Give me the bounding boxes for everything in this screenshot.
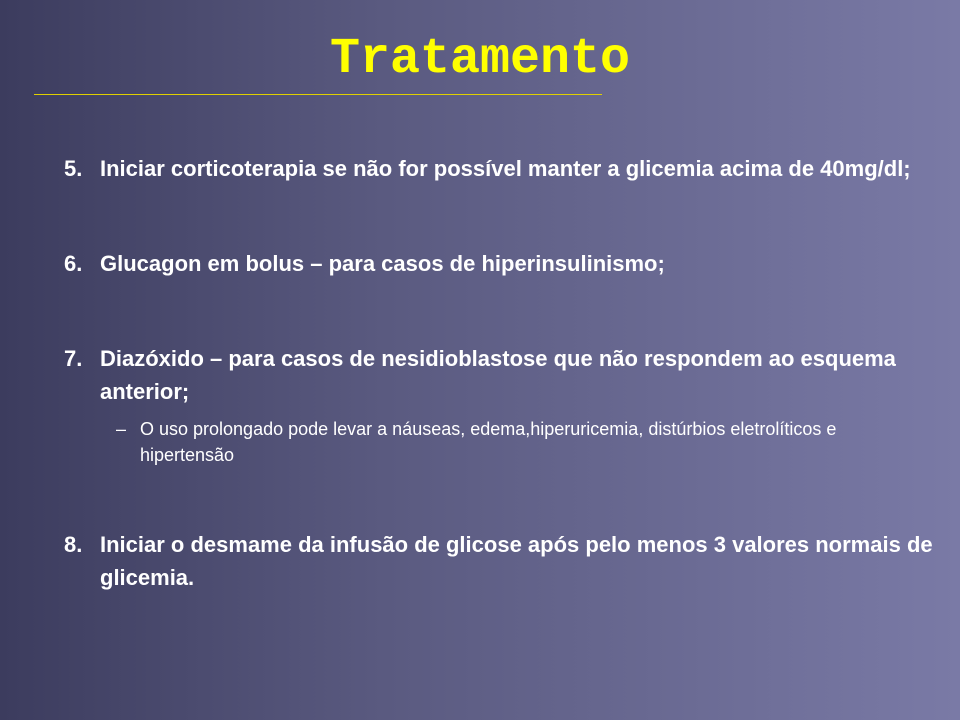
list-item [64, 528, 934, 594]
list-item [64, 342, 934, 468]
title-underline [34, 94, 602, 95]
item-text: Iniciar o desmame da infusão de glicose após pelo menos 3 valores normais de glicemia. [100, 532, 933, 590]
item-text: Glucagon em bolus – para casos de hiperinsulinismo; [100, 251, 665, 276]
item-text: Diazóxido – para casos de nesidioblastose que não respondem ao esquema anterior; [100, 346, 896, 404]
treatment-list [64, 152, 934, 594]
item-number: 8. [64, 532, 83, 557]
item-number: 5. [64, 156, 83, 181]
item-number: 6. [64, 251, 83, 276]
sub-item [100, 416, 934, 468]
dash-marker: – [116, 419, 127, 439]
item-text: Iniciar corticoterapia se não for possível manter a glicemia acima de 40mg/dl; [100, 156, 911, 181]
item-number: 7. [64, 346, 83, 371]
list-item [64, 247, 934, 280]
sub-item-text: O uso prolongado pode levar a náuseas, edema,hiperuricemia, distúrbios eletrolíticos e hipertensão [140, 419, 837, 465]
list-item [64, 152, 934, 185]
slide-title: Tratamento [329, 31, 631, 88]
